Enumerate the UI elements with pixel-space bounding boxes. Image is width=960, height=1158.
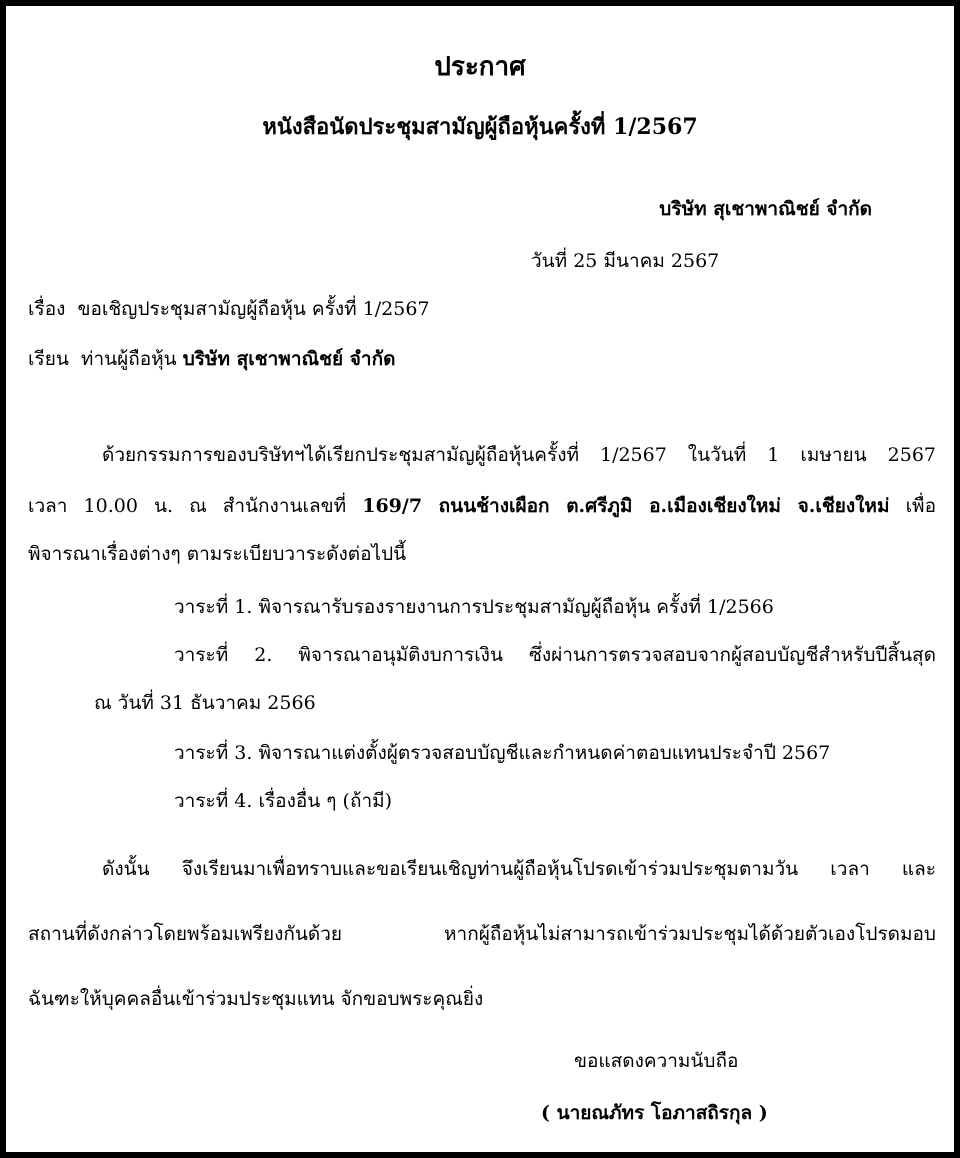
intro-line-3: พิจารณาเรื่องต่างๆ ตามระเบียบวาระดังต่อไปนี้ [28,543,407,565]
agenda-item-1: วาระที่ 1. พิจารณารับรองรายงานการประชุมสามัญผู้ถือหุ้น ครั้งที่ 1/2566 [174,596,774,618]
agenda-item-2: วาระที่ 2. พิจารณาอนุมัติงบการเงิน ซึ่งผ่านการตรวจสอบจากผู้สอบบัญชีสำหรับปีสิ้นสุด [174,644,936,666]
intro-purpose: เพื่อ [905,495,936,517]
closing-line-1: ดังนั้น จึงเรียนมาเพื่อทราบและขอเรียนเชิญท่านผู้ถือหุ้นโปรดเข้าร่วมประชุมตามวัน เวลา และ [102,858,936,880]
intro-time-location: เวลา 10.00 น. ณ สำนักงานเลขที่ [28,495,347,517]
subject-line [28,296,430,322]
signature-name: ( นายณภัทร โอภาสถิรกุล ) [541,1102,768,1124]
recipient-line [28,346,395,372]
agenda-item-4: วาระที่ 4. เรื่องอื่น ๆ (ถ้ามี) [174,790,393,812]
company-header: บริษัท สุเชาพาณิชย์ จำกัด [659,198,872,220]
subject-label: เรื่อง [28,298,66,320]
closing-line-3: ฉันฑะให้บุคคลอื่นเข้าร่วมประชุมแทน จักขอบพระคุณยิ่ง [28,988,484,1010]
intro-line-1: ด้วยกรรมการของบริษัทฯได้เรียกประชุมสามัญผู้ถือหุ้นครั้งที่ 1/2567 ในวันที่ 1 เมษายน 2567 [102,444,936,466]
agenda-item-2-continued: ณ วันที่ 31 ธันวาคม 2566 [94,692,316,714]
date-line: วันที่ 25 มีนาคม 2567 [531,250,720,272]
intro-line-2 [28,493,936,519]
closing-line-2: สถานที่ดังกล่าวโดยพร้อมเพรียงกันด้วย หากผู้ถือหุ้นไม่สามารถเข้าร่วมประชุมได้ด้วยตัวเองโปรดมอบ [28,923,936,945]
recipient-label: เรียน [28,348,69,370]
meeting-address: 169/7 ถนนช้างเผือก ต.ศรีภูมิ อ.เมืองเชียงใหม่ จ.เชียงใหม่ [362,495,890,517]
document-subtitle: หนังสือนัดประชุมสามัญผู้ถือหุ้นครั้งที่ 1/2567 [262,114,698,140]
recipient-company: บริษัท สุเชาพาณิชย์ จำกัด [182,348,396,370]
subject-text: ขอเชิญประชุมสามัญผู้ถือหุ้น ครั้งที่ 1/2567 [77,298,430,320]
agenda-item-3: วาระที่ 3. พิจารณาแต่งตั้งผู้ตรวจสอบบัญชีและกำหนดค่าตอบแทนประจำปี 2567 [174,742,831,764]
recipient-text: ท่านผู้ถือหุ้น [80,348,177,370]
signoff: ขอแสดงความนับถือ [574,1050,739,1072]
document-title: ประกาศ [434,52,526,82]
